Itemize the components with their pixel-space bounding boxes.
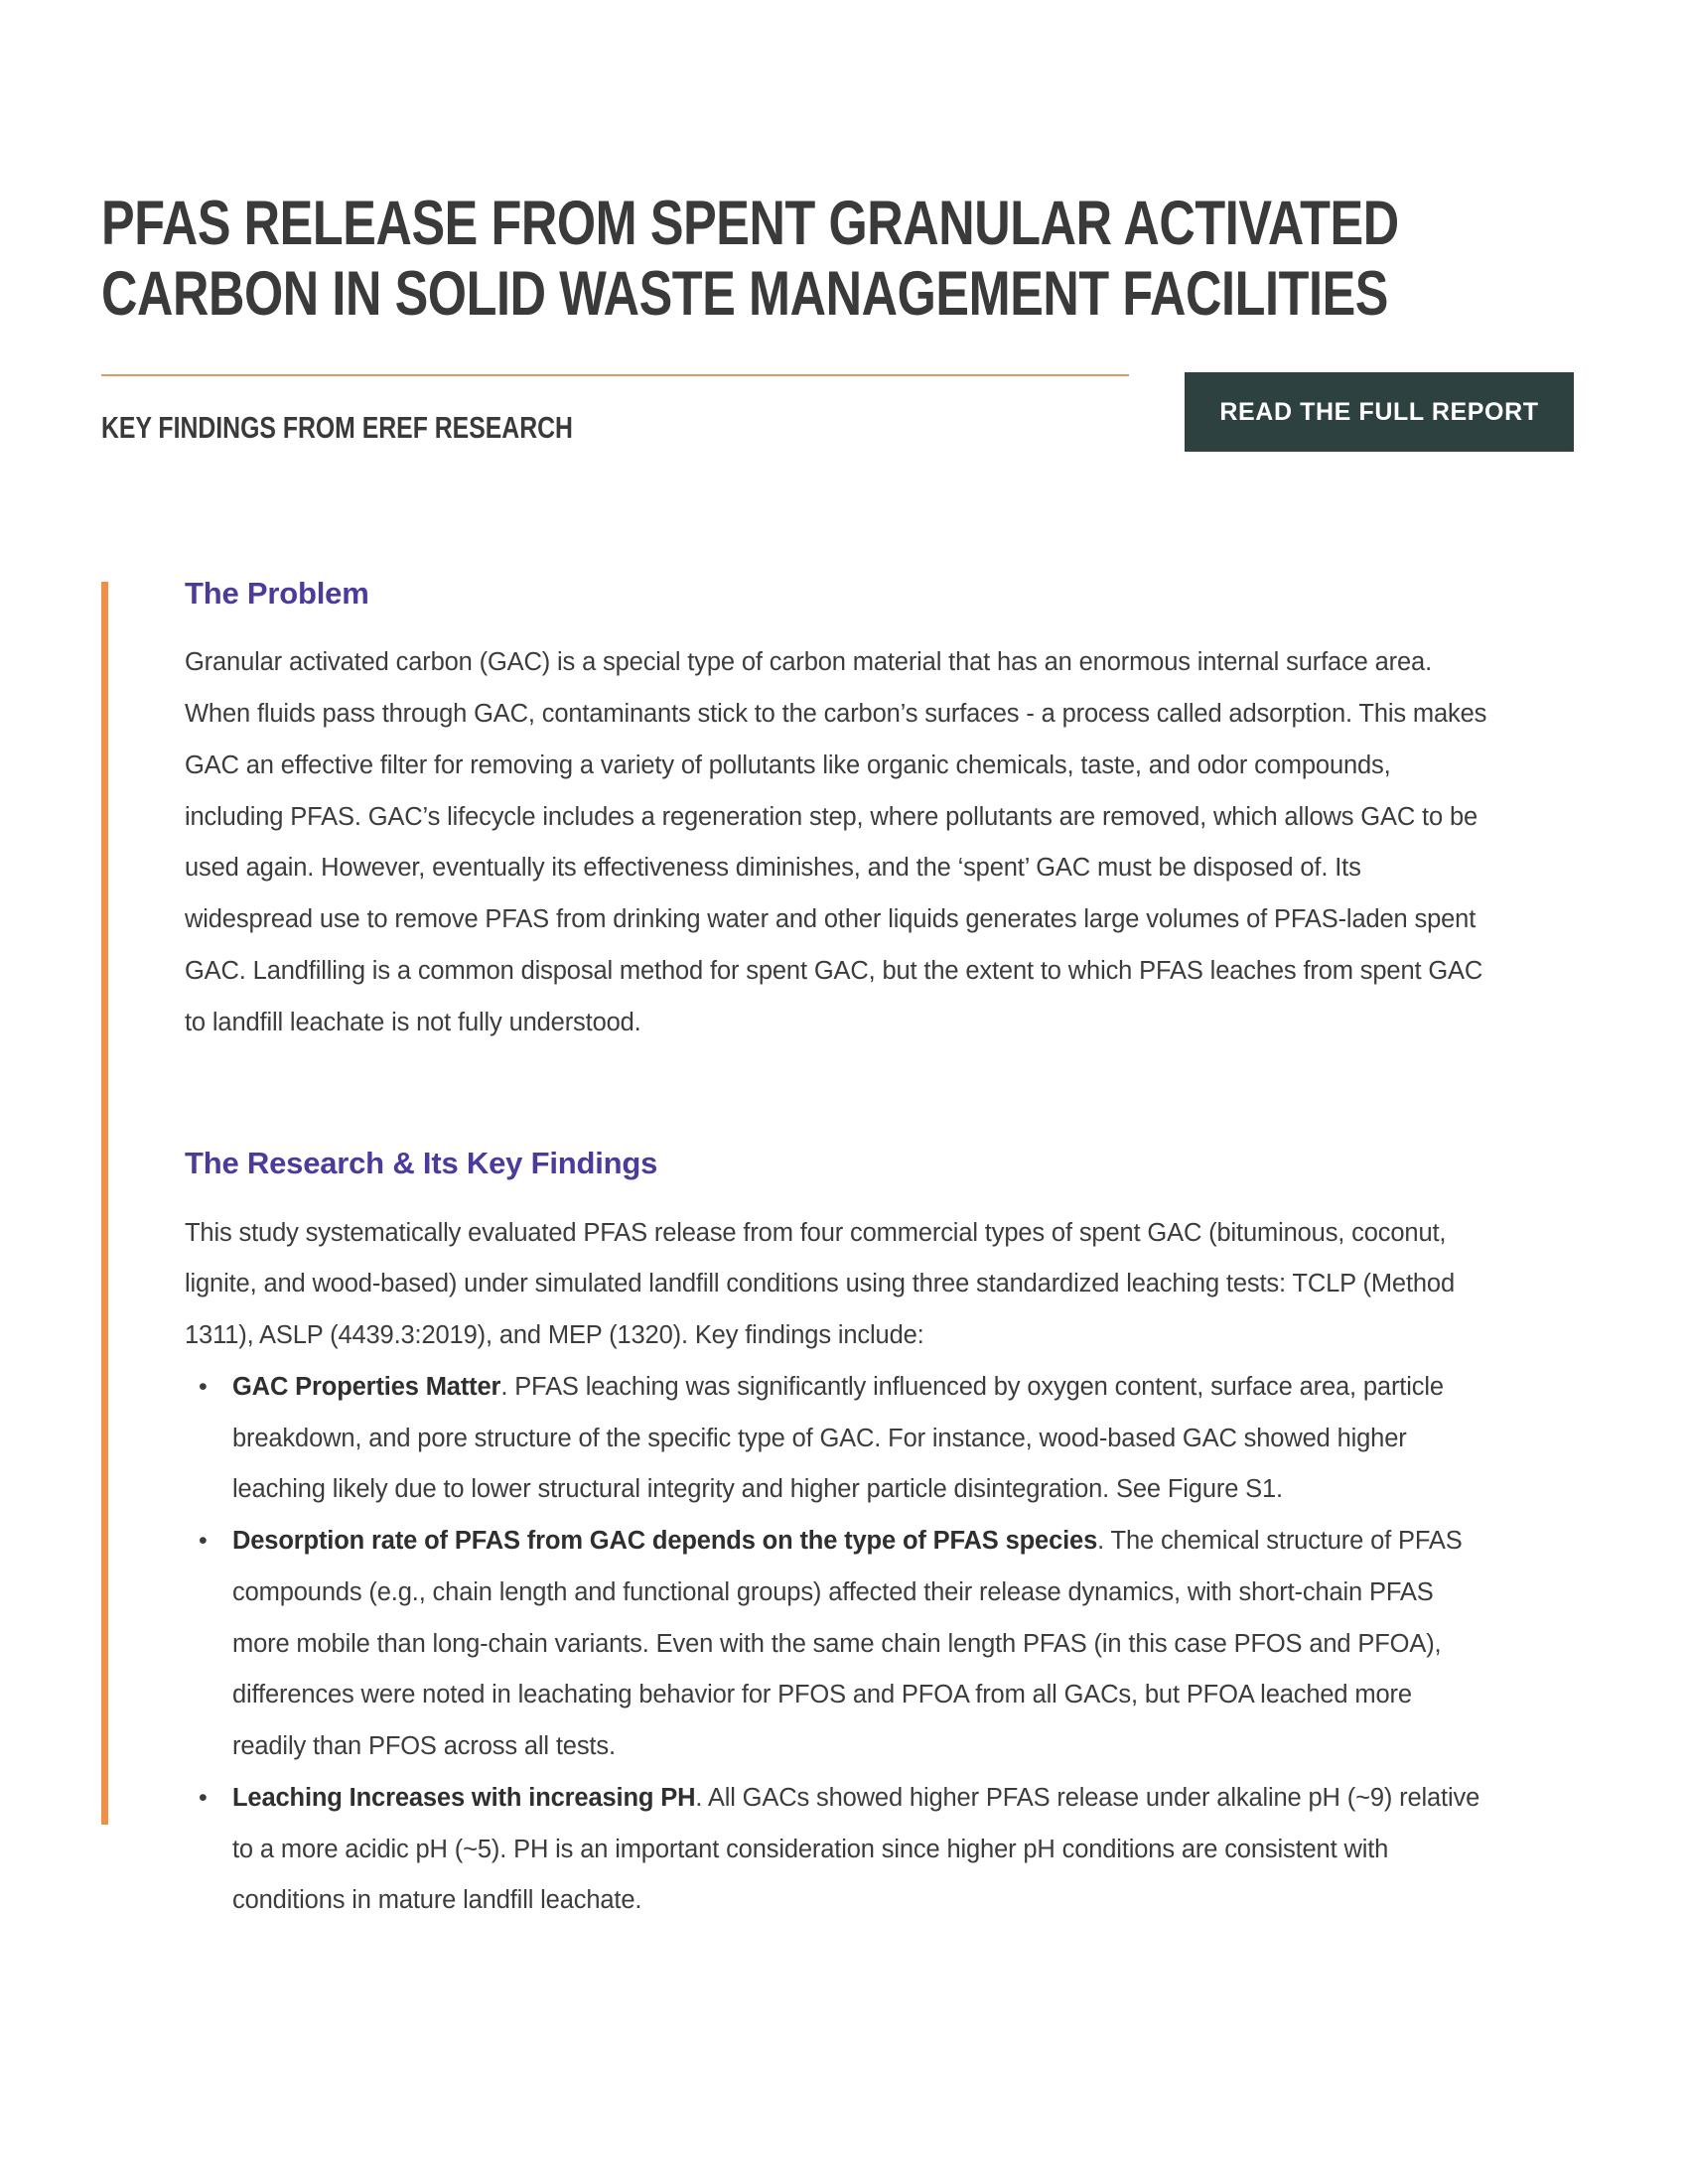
section-the-problem — [185, 574, 1487, 1048]
title-divider — [101, 374, 1129, 376]
page-subtitle: KEY FINDINGS FROM EREF RESEARCH — [101, 410, 573, 445]
document-header — [101, 189, 1591, 329]
section-paragraph-research: This study systematically evaluated PFAS release from four commercial types of spent GAC (bituminous, coconut, lignite, and wood-based) under simulated landfill conditions using three standardized leaching tests: TCLP (Method 1311), ASLP (4439.3:2019), and MEP (1320). Key findings include: — [185, 1218, 1455, 1350]
list-item — [185, 1362, 1487, 1516]
list-item-body: . All GACs showed higher PFAS release under alkaline pH (~9) relative to a more acidic pH (~5). PH is an important consideration since higher pH conditions are consistent with conditions in mature landfill leachate. — [232, 1783, 1480, 1915]
section-spacer — [185, 1048, 1487, 1144]
orange-accent-bar — [101, 582, 108, 1825]
section-heading-research: The Research & Its Key Findings — [185, 1146, 658, 1181]
list-item-lead: GAC Properties Matter — [232, 1372, 501, 1401]
key-findings-list — [185, 1362, 1487, 1927]
section-research-findings — [185, 1144, 1487, 1927]
list-item — [185, 1773, 1487, 1927]
section-heading-problem: The Problem — [185, 576, 369, 611]
list-item — [185, 1516, 1487, 1773]
list-item-body: . The chemical structure of PFAS compounds (e.g., chain length and functional groups) affected their release dynamics, with short-chain PFAS more mobile than long-chain variants. Even with the same chain length PFAS (in this case PFOS and PFOA), differences were noted in leachating behavior for PFOS and PFOA from all GACs, but PFOA leached more readily than PFOS across all tests. — [232, 1527, 1463, 1761]
list-item-lead: Desorption rate of PFAS from GAC depends on the type of PFAS species — [232, 1527, 1098, 1556]
list-item-lead: Leaching Increases with increasing PH — [232, 1783, 696, 1812]
list-item-body: . PFAS leaching was significantly influenced by oxygen content, surface area, particle breakdown, and pore structure of the specific type of GAC. For instance, wood-based GAC showed higher leaching likely due to lower structural integrity and higher particle disintegration. See Figure S1. — [232, 1372, 1444, 1504]
read-the-full-report-button[interactable]: READ THE FULL REPORT — [1185, 372, 1574, 452]
page-title: PFAS RELEASE FROM SPENT GRANULAR ACTIVATED CARBON IN SOLID WASTE MANAGEMENT FACILITIES — [101, 189, 1399, 329]
document-content — [185, 574, 1487, 1927]
section-paragraph-problem: Granular activated carbon (GAC) is a special type of carbon material that has an enormous internal surface area. When fluids pass through GAC, contaminants stick to the carbon’s surfaces - a process called adsorption. This makes GAC an effective filter for removing a variety of pollutants like organic chemicals, taste, and odor compounds, including PFAS. GAC’s lifecycle includes a regeneration step, where pollutants are removed, which allows GAC to be used again. However, eventually its effectiveness diminishes, and the ‘spent’ GAC must be disposed of. Its widespread use to remove PFAS from drinking water and other liquids generates large volumes of PFAS-laden spent GAC. Landfilling is a common disposal method for spent GAC, but the extent to which PFAS leaches from spent GAC to landfill leachate is not fully understood. — [185, 648, 1487, 1036]
